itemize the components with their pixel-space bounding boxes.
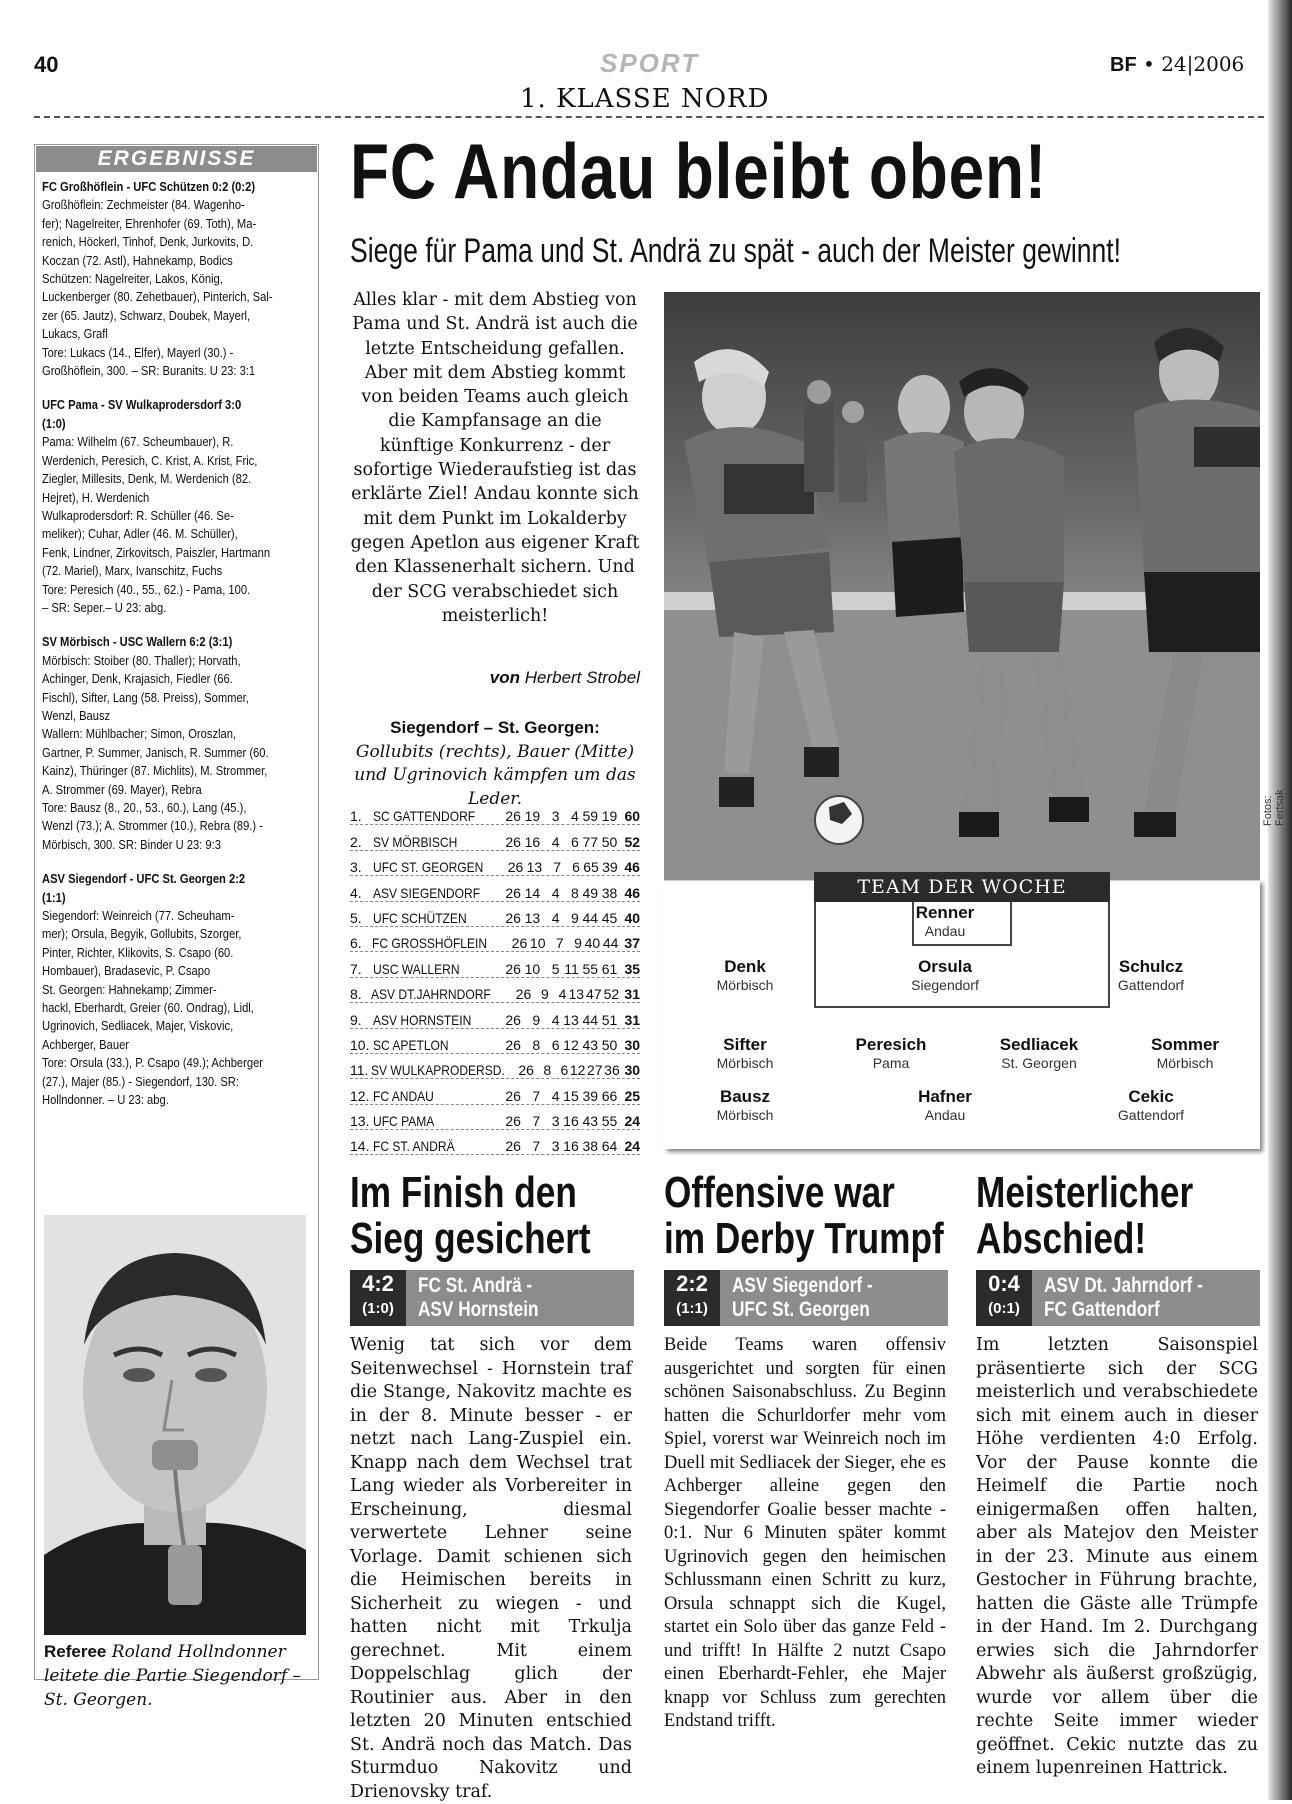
- standings-l: 16: [563, 1138, 579, 1155]
- standings-l: 13: [563, 1011, 579, 1028]
- result-line: zer (65. Jautz), Schwarz, Doubek, Mayerl,: [42, 307, 251, 323]
- standings-g: 26: [505, 1036, 521, 1053]
- standings-pts: 46: [624, 859, 640, 876]
- standings-w: 7: [532, 1138, 541, 1155]
- result-line: Wenzl, Bausz: [42, 707, 111, 723]
- results-banner: ERGEBNISSE: [36, 146, 317, 172]
- standings-pts: 60: [624, 808, 641, 825]
- result-line: FC Großhöflein - UFC Schützen 0:2 (0:2): [42, 179, 256, 194]
- result-line: (27.), Majer (85.) - Siegendorf, 130. SR:: [42, 1073, 239, 1089]
- player-orsula: Orsula Siegendorf: [911, 957, 979, 993]
- standings-team: ASV DT.JAHRNDORF: [371, 986, 491, 1003]
- standings-team: SV WULKAPRODERSD.: [370, 1062, 505, 1079]
- standings-pts: 25: [624, 1087, 641, 1104]
- result-line: Mörbisch, 300. SR: Binder U 23: 9:3: [42, 836, 221, 852]
- standings-pos: 11.: [350, 1062, 369, 1079]
- result-line: Koczan (72. Astl), Hahnekamp, Bodics: [42, 252, 233, 268]
- standings-g: 26: [505, 884, 521, 901]
- standings-pos: 3.: [350, 859, 362, 876]
- player-peresich: Peresich Pama: [855, 1035, 927, 1071]
- standings-team: FC ANDAU: [373, 1087, 434, 1104]
- standings-w: 7: [532, 1087, 541, 1104]
- standings-w: 14: [524, 884, 541, 901]
- standings-d: 5: [551, 960, 560, 977]
- col3-body: Im letzten Saisonspiel präsentierte sich der SCG meisterlich und verabschiedete sich mit einem auch in dieser Höhe verdienten 4:0 Erfolg. Vor der Pause konnte die Heimelf die Partie noch einigermaßen offen halten, aber als Matejov den Meister in der 23. Minute aus einem Gestocher in Führung brachte, hatten die Gäste alle Trümpfe in der Hand. Im 2. Durchgang erwies sich die Jahrndorfer Abwehr als äußerst großzügig, wurde vor allem über die rechte Seite immer wieder geöffnet. Cekic nutzte das zu einem lupenreinen Hattrick.: [976, 1335, 1258, 1778]
- standings-ga: 39: [602, 859, 618, 876]
- standings-gf: 39: [582, 1087, 599, 1104]
- result-line: Fenk, Lindner, Zirkovitsch, Paiszler, Hartmann: [42, 544, 271, 560]
- standings-pos: 10.: [350, 1036, 370, 1053]
- standings-pts: 37: [624, 935, 640, 952]
- standings-l: 8: [570, 884, 579, 901]
- standings-pts: 31: [624, 1011, 641, 1028]
- standings-team: UFC PAMA: [373, 1113, 435, 1130]
- standings-gf: 43: [582, 1036, 599, 1053]
- article-intro: Alles klar - mit dem Abstieg von Pama und St. Andrä ist auch die letzte Entscheidung gefallen. Aber mit dem Abstieg kommt von beiden Teams auch gleich die Kampfansage an die künftige Konkurrenz - der sofortige Wiederaufstieg ist das erklärte Ziel! Andau konnte sich mit dem Punkt im Lokalderby gegen Apetlon aus eigener Kraft den Klassenerhalt sichern. Und der SCG verabschiedet sich meisterlich!: [350, 290, 640, 626]
- player-sommer: Sommer Mörbisch: [1150, 1035, 1220, 1071]
- standings-row: [350, 1029, 640, 1054]
- standings-w: 19: [524, 808, 541, 825]
- standings-team: FC GROSSHÖFLEIN: [371, 935, 487, 952]
- standings-row: [350, 1079, 640, 1104]
- author-name: Herbert Strobel: [520, 668, 640, 687]
- result-line: Siegendorf: Weinreich (77. Scheuham-: [42, 908, 235, 924]
- standings-team: SC APETLON: [373, 1036, 449, 1053]
- referee-caption: [44, 1640, 314, 1712]
- result-line: Ugrinovich, Sedliacek, Majer, Viskovic,: [42, 1018, 234, 1034]
- standings-ga: 55: [601, 1113, 618, 1130]
- standings-gf: 77: [582, 833, 599, 850]
- standings-g: 26: [505, 1138, 521, 1155]
- result-line: renich, Höckerl, Tinhof, Denk, Jurkovits, D.: [42, 234, 254, 250]
- standings-d: 3: [551, 1138, 560, 1155]
- result-line: Lukacs, Grafl: [42, 326, 108, 342]
- standings-row: [350, 876, 640, 901]
- standings-g: 26: [505, 1011, 521, 1028]
- result-block: [42, 178, 312, 380]
- standings-w: 9: [532, 1011, 541, 1028]
- result-line: Achberger, Bauer: [42, 1036, 130, 1052]
- standings-l: 6: [570, 833, 579, 850]
- standings-pos: 8.: [350, 986, 362, 1003]
- standings-ga: 38: [601, 884, 618, 901]
- result-line: (1:1): [42, 889, 66, 905]
- standings-pos: 1.: [350, 808, 362, 825]
- standings-g: 26: [511, 935, 528, 952]
- standings-gf: 43: [582, 1113, 599, 1130]
- standings-g: 26: [505, 808, 521, 825]
- standings-pos: 14.: [350, 1138, 370, 1155]
- photo-caption-label: Siegendorf – St. Georgen:: [390, 718, 600, 737]
- standings-gf: 44: [582, 909, 599, 926]
- standings-d: 3: [551, 1113, 560, 1130]
- result-line: Fischl), Sifter, Lang (58. Preiss), Sommer,: [42, 689, 249, 705]
- player-denk: Denk Mörbisch: [716, 957, 774, 993]
- result-line: meliker); Cuhar, Adler (46. M. Schüller),: [42, 526, 238, 542]
- result-line: Pama: Wilhelm (67. Scheumbauer), R.: [42, 434, 234, 450]
- standings-ga: 66: [601, 1087, 618, 1104]
- col3-teams: ASV Dt. Jahrndorf - FC Gattendorf: [1044, 1274, 1203, 1321]
- standings-gf: 44: [582, 1011, 599, 1028]
- result-line: Tore: Peresich (40., 55., 62.) - Pama, 100.: [42, 581, 251, 597]
- result-line: Tore: Orsula (33.), P. Csapo (49.); Achberger: [42, 1055, 264, 1071]
- issue-number: 24|2006: [1161, 52, 1245, 76]
- standings-ga: 50: [601, 833, 618, 850]
- standings-pts: 24: [624, 1138, 641, 1155]
- section-title: SPORT: [600, 48, 700, 78]
- standings-l: 16: [563, 1113, 579, 1130]
- standings-d: 4: [551, 909, 560, 926]
- standings-row: [350, 978, 640, 1003]
- standings-pts: 31: [624, 986, 640, 1003]
- result-line: – SR: Seper.– U 23: abg.: [42, 599, 167, 615]
- standings-w: 7: [532, 1113, 541, 1130]
- result-line: Luckenberger (80. Zehetbauer), Pinterich, Sal-: [42, 289, 273, 305]
- standings-g: 26: [507, 859, 524, 876]
- page-edge: [1268, 0, 1292, 1800]
- result-line: Mörbisch: Stoiber (80. Thaller); Horvath,: [42, 652, 241, 668]
- issue-info: [1110, 52, 1244, 77]
- result-line: Ziegler, Millesits, Denk, M. Werdenich (82.: [42, 471, 252, 487]
- photo-caption-text: Gollubits (rechts), Bauer (Mitte) und Ugrinovich kämpfen um das Leder.: [354, 741, 636, 809]
- standings-pts: 35: [624, 960, 641, 977]
- standings-team: UFC SCHÜTZEN: [373, 909, 467, 926]
- headline: FC Andau bleibt oben!: [350, 127, 1048, 215]
- standings-d: 4: [551, 1087, 560, 1104]
- player-bausz: Bausz Mörbisch: [716, 1087, 774, 1123]
- standings-team: FC ST. ANDRÄ: [373, 1138, 455, 1155]
- standings-row: [350, 825, 640, 850]
- player-renner: Renner Andau: [915, 903, 975, 939]
- standings-w: 13: [524, 909, 541, 926]
- standings-ga: 50: [601, 1036, 618, 1053]
- result-line: Hollndonner. – U 23: abg.: [42, 1092, 169, 1108]
- col1-score-bar: [350, 1270, 634, 1326]
- player-cekic: Cekic Gattendorf: [1117, 1087, 1185, 1123]
- author-prefix: von: [489, 668, 520, 687]
- standings-ga: 44: [602, 935, 619, 952]
- referee-photo: [44, 1215, 306, 1635]
- result-line: Werdenich, Peresich, C. Krist, A. Krist, Fric,: [42, 452, 258, 468]
- result-line: Wallern: Mühlbacher; Simon, Oroszlan,: [42, 726, 237, 742]
- header-rule: [34, 116, 1264, 118]
- col1-score: 4:2 (1:0): [350, 1270, 406, 1326]
- standings-d: 4: [551, 1011, 560, 1028]
- result-line: hackl, Eberhardt, Greier (60. Ondrag), Lidl,: [42, 1000, 254, 1016]
- standings-gf: 49: [582, 884, 599, 901]
- standings-ga: 64: [601, 1138, 618, 1155]
- result-block: [42, 396, 312, 617]
- standings-l: 6: [572, 859, 580, 876]
- standings-team: ASV SIEGENDORF: [373, 884, 481, 901]
- author-line: [350, 668, 640, 688]
- standings-w: 13: [526, 859, 543, 876]
- result-line: Großhöflein, 300. – SR: Buranits. U 23: 3:1: [42, 363, 256, 379]
- issue-separator: •: [1143, 52, 1155, 76]
- standings-l: 12: [569, 1062, 586, 1079]
- standings-pts: 30: [624, 1036, 641, 1053]
- standings-d: 4: [558, 986, 567, 1003]
- standings-table: [350, 800, 640, 1155]
- standings-pos: 9.: [350, 1011, 362, 1028]
- col3-score-bar: [976, 1270, 1260, 1326]
- result-line: Schützen: Nagelreiter, Lakos, König,: [42, 271, 223, 287]
- standings-pos: 6.: [350, 935, 362, 952]
- standings-row: [350, 800, 640, 825]
- standings-row: [350, 1003, 640, 1028]
- publication-name: BF: [1110, 54, 1137, 76]
- standings-d: 3: [551, 808, 560, 825]
- standings-ga: 45: [601, 909, 618, 926]
- standings-pos: 2.: [350, 833, 362, 850]
- standings-l: 13: [568, 986, 585, 1003]
- result-line: fer); Nagelreiter, Ehrenhofer (69. Toth), Ma-: [42, 215, 257, 231]
- result-line: ASV Siegendorf - UFC St. Georgen 2:2: [42, 871, 246, 887]
- match-photo: [664, 292, 1260, 910]
- photo-credit: Fotos: Fertsak: [1262, 789, 1286, 826]
- standings-w: 10: [524, 960, 541, 977]
- referee-caption-text: Roland Hollndonner leitete die Partie Siegendorf – St. Georgen.: [44, 1642, 302, 1710]
- goal-area-lines: [912, 902, 1012, 946]
- standings-d: 7: [553, 859, 562, 876]
- standings-ga: 51: [601, 1011, 618, 1028]
- result-line: Großhöflein: Zechmeister (84. Wagenho-: [42, 197, 245, 213]
- standings-w: 16: [524, 833, 541, 850]
- standings-gf: 65: [583, 859, 599, 876]
- subheadline: Siege für Pama und St. Andrä zu spät - auch der Meister gewinnt!: [350, 232, 1121, 270]
- standings-w: 9: [541, 986, 549, 1003]
- col1-body: Wenig tat sich vor dem Seitenwechsel - Hornstein traf die Stange, Nakovitz machte es in der 8. Minute besser - er netzt nach Lang-Zuspiel ein. Knapp nach dem Wechsel trat Lang wieder als Vorbereiter in Erscheinung, diesmal verwertete Lehner seine Vorlage. Damit schienen sich die Heimischen bereits in Sicherheit zu wiegen - und hatten nicht mit Trkulja gerechnet. Mit einem Doppelschlag glich der Routinier aus. Aber in den letzten 20 Minuten entschied St. Andrä noch das Match. Das Sturmduo Nakovitz und Drienovsky traf.: [350, 1335, 632, 1802]
- standings-g: 26: [505, 1087, 521, 1104]
- standings-w: 10: [529, 935, 546, 952]
- result-line: Tore: Bausz (8., 20., 53., 60.), Lang (45.),: [42, 800, 247, 815]
- standings-row: [350, 1054, 640, 1079]
- result-line: Tore: Lukacs (14., Elfer), Mayerl (30.) -: [42, 344, 234, 360]
- team-of-week-title: TEAM DER WOCHE: [814, 872, 1110, 902]
- standings-ga: 36: [604, 1062, 620, 1079]
- standings-gf: 27: [587, 1062, 603, 1079]
- player-sedliacek: Sedliacek St. Georgen: [999, 1035, 1079, 1071]
- standings-l: 11: [564, 960, 579, 977]
- standings-g: 26: [505, 909, 521, 926]
- standings-gf: 40: [584, 935, 601, 952]
- standings-ga: 19: [601, 808, 618, 825]
- standings-team: SC GATTENDORF: [373, 808, 476, 825]
- standings-gf: 59: [582, 808, 599, 825]
- player-sifter: Sifter Mörbisch: [716, 1035, 774, 1071]
- standings-g: 26: [505, 833, 521, 850]
- result-line: Hejret), H. Werdenich: [42, 489, 150, 505]
- standings-d: 7: [555, 935, 564, 952]
- result-line: Gartner, P. Summer, Janisch, R. Summer (60.: [42, 744, 269, 760]
- standings-row: [350, 851, 640, 876]
- standings-ga: 52: [603, 986, 620, 1003]
- result-line: UFC Pama - SV Wulkaprodersdorf 3:0: [42, 397, 242, 413]
- standings-g: 26: [518, 1062, 534, 1079]
- standings-row: [350, 1105, 640, 1130]
- col2-body: Beide Teams waren offensiv ausgerichtet und sorgten für einen schönen Saisonabschluss. Zu Beginn hatten die Schurldorfer mehr vom Spiel, vorerst war Weinreich noch im Duell mit Sedliacek der Sieger, ehe es Achberger alleine gegen den Siegendorfer Goalie besser machte - 0:1. Nur 6 Minuten später kommt Ugrinovich gegen den heimischen Schlussmann einen Schritt zu kurz, Orsula schnappt sich die Kugel, startet ein Solo über das ganze Feld - und trifft! In Hälfte 2 nutzt Csapo einen Eberhardt-Fehler, ehe Majer knapp vor Schluss zum gerechten Endstand trifft.: [664, 1335, 946, 1731]
- standings-row: [350, 927, 640, 952]
- col1-teams: FC St. Andrä - ASV Hornstein: [418, 1274, 539, 1321]
- result-line: Pinter, Richter, Klikovits, S. Csapo (60.: [42, 944, 234, 960]
- standings-team: SV MÖRBISCH: [373, 833, 458, 850]
- standings-ga: 61: [601, 960, 618, 977]
- standings-l: 4: [570, 808, 579, 825]
- result-line: Wenzl (73.); A. Strommer (10.), Rebra (89.) -: [42, 818, 263, 834]
- result-line: (1:0): [42, 415, 66, 431]
- result-line: Wulkaprodersdorf: R. Schüller (46. Se-: [42, 507, 234, 523]
- result-line: Hombauer), Bradasevic, P. Csapo: [42, 963, 211, 979]
- result-line: A. Strommer (69. Mayer), Rebra: [42, 781, 202, 797]
- standings-pos: 12.: [350, 1087, 370, 1104]
- result-block: [42, 870, 312, 1109]
- referee-caption-label: Referee: [44, 1642, 107, 1661]
- standings-g: 26: [505, 1113, 521, 1130]
- standings-w: 8: [543, 1062, 552, 1079]
- standings-row: [350, 1130, 640, 1155]
- result-line: Kainz), Thüringer (87. Michlits), M. Strommer,: [42, 763, 268, 779]
- col3-score: 0:4 (0:1): [976, 1270, 1032, 1326]
- result-block: [42, 633, 312, 854]
- standings-g: 26: [515, 986, 532, 1003]
- col1-headline: Im Finish den Sieg gesichert: [350, 1168, 591, 1263]
- standings-d: 6: [551, 1036, 560, 1053]
- col2-headline: Offensive war im Derby Trumpf: [664, 1168, 944, 1263]
- standings-team: USC WALLERN: [373, 960, 460, 977]
- standings-g: 26: [505, 960, 521, 977]
- standings-pts: 46: [624, 884, 641, 901]
- standings-team: UFC ST. GEORGEN: [372, 859, 483, 876]
- player-hafner: Hafner Andau: [918, 1087, 972, 1123]
- result-line: mer); Orsula, Begyik, Gollubits, Szorger,: [42, 926, 242, 942]
- col2-teams: ASV Siegendorf - UFC St. Georgen: [732, 1274, 873, 1321]
- standings-d: 4: [551, 833, 560, 850]
- standings-pos: 7.: [350, 960, 362, 977]
- col2-score: 2:2 (1:1): [664, 1270, 720, 1326]
- results-list: [42, 178, 312, 1126]
- standings-pts: 30: [624, 1062, 641, 1079]
- standings-row: [350, 952, 640, 977]
- standings-pts: 52: [624, 833, 641, 850]
- standings-row: [350, 902, 640, 927]
- standings-pos: 4.: [350, 884, 362, 901]
- standings-w: 8: [532, 1036, 541, 1053]
- photo-caption: [350, 716, 640, 811]
- standings-gf: 38: [582, 1138, 599, 1155]
- result-line: (72. Mariel), Marx, Ivanschitz, Fuchs: [42, 563, 223, 579]
- standings-l: 15: [563, 1087, 579, 1104]
- standings-pts: 24: [624, 1113, 641, 1130]
- standings-l: 9: [570, 909, 579, 926]
- result-line: SV Mörbisch - USC Wallern 6:2 (3:1): [42, 634, 233, 650]
- standings-team: ASV HORNSTEIN: [373, 1011, 472, 1028]
- standings-gf: 55: [582, 960, 599, 977]
- standings-pts: 40: [624, 909, 641, 926]
- result-line: St. Georgen: Hahnekamp; Zimmer-: [42, 981, 217, 997]
- league-title: 1. KLASSE NORD: [520, 84, 770, 114]
- standings-pos: 5.: [350, 909, 362, 926]
- standings-l: 12: [563, 1036, 579, 1053]
- standings-gf: 47: [586, 986, 602, 1003]
- col2-score-bar: [664, 1270, 948, 1326]
- standings-d: 4: [551, 884, 560, 901]
- col3-headline: Meisterlicher Abschied!: [976, 1168, 1194, 1263]
- standings-pos: 13.: [350, 1113, 370, 1130]
- player-schulcz: Schulcz Gattendorf: [1117, 957, 1185, 993]
- page-number: 40: [34, 52, 59, 77]
- standings-d: 6: [560, 1062, 569, 1079]
- result-line: Achinger, Denk, Krajasich, Fiedler (66.: [42, 671, 233, 687]
- standings-l: 9: [574, 935, 582, 952]
